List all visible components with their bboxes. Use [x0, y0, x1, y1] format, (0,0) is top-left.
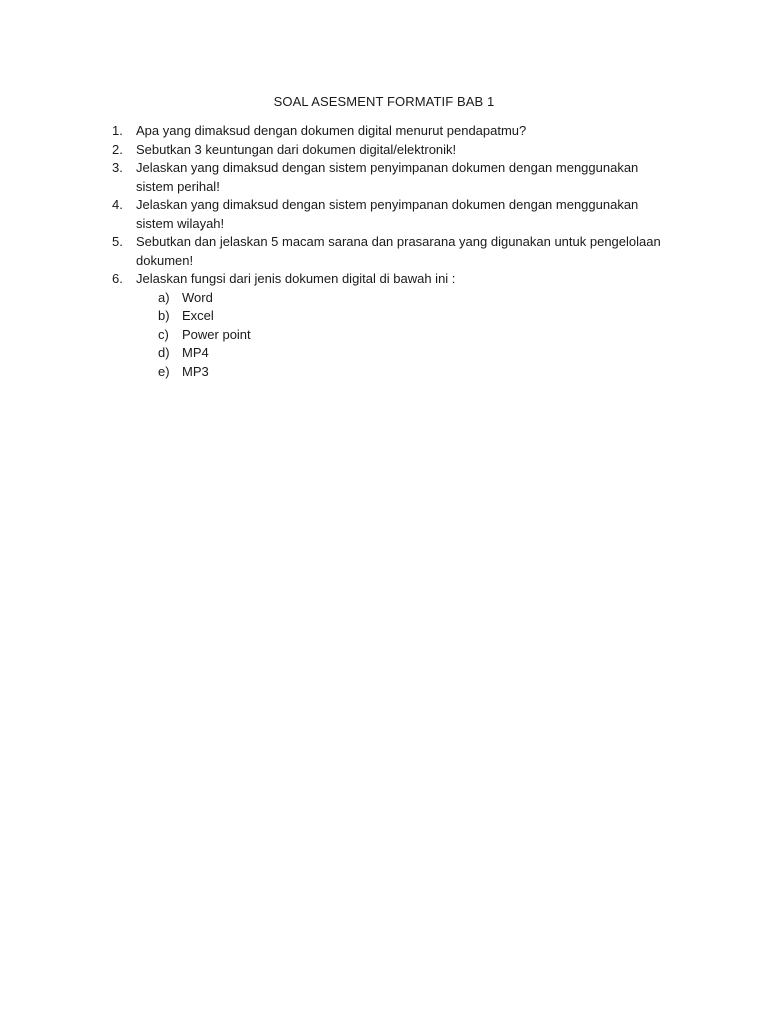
question-text: Apa yang dimaksud dengan dokumen digital menurut pendapatmu?	[136, 123, 527, 138]
option-item-b	[158, 307, 672, 326]
question-item-5	[112, 233, 672, 270]
question-item-3	[112, 159, 672, 196]
question-text: Jelaskan yang dimaksud dengan sistem penyimpanan dokumen dengan menggunakan sistem wilayah!	[136, 197, 639, 231]
question-number: 3.	[112, 160, 123, 175]
question-text: Jelaskan fungsi dari jenis dokumen digital di bawah ini :	[136, 271, 456, 286]
option-item-d	[158, 344, 672, 363]
question-item-6	[112, 270, 672, 381]
option-text: Excel	[182, 308, 214, 324]
question-item-1	[112, 122, 672, 141]
option-letter: a)	[158, 289, 170, 305]
question-number: 1.	[112, 123, 123, 138]
option-letter: e)	[158, 363, 170, 379]
option-text: MP4	[182, 345, 209, 361]
option-item-a	[158, 289, 672, 308]
option-letter: c)	[158, 326, 169, 342]
question-list	[112, 122, 672, 381]
option-text: MP3	[182, 363, 209, 379]
option-item-c	[158, 326, 672, 345]
option-text: Word	[182, 289, 213, 305]
question-text: Jelaskan yang dimaksud dengan sistem penyimpanan dokumen dengan menggunakan sistem perihal!	[136, 160, 639, 194]
option-text: Power point	[182, 326, 251, 342]
question-item-4	[112, 196, 672, 233]
option-list	[158, 289, 672, 382]
question-text: Sebutkan 3 keuntungan dari dokumen digital/elektronik!	[136, 141, 457, 157]
page-title: SOAL ASESMENT FORMATIF BAB 1	[273, 94, 495, 109]
question-number: 6.	[112, 271, 123, 286]
option-letter: b)	[158, 308, 170, 324]
question-number: 5.	[112, 234, 123, 249]
option-letter: d)	[158, 345, 170, 361]
question-number: 4.	[112, 197, 123, 212]
question-number: 2.	[112, 141, 123, 157]
question-text: Sebutkan dan jelaskan 5 macam sarana dan prasarana yang digunakan untuk pengelolaan dokumen!	[136, 234, 661, 268]
option-item-e	[158, 363, 672, 382]
question-item-2	[112, 141, 672, 160]
